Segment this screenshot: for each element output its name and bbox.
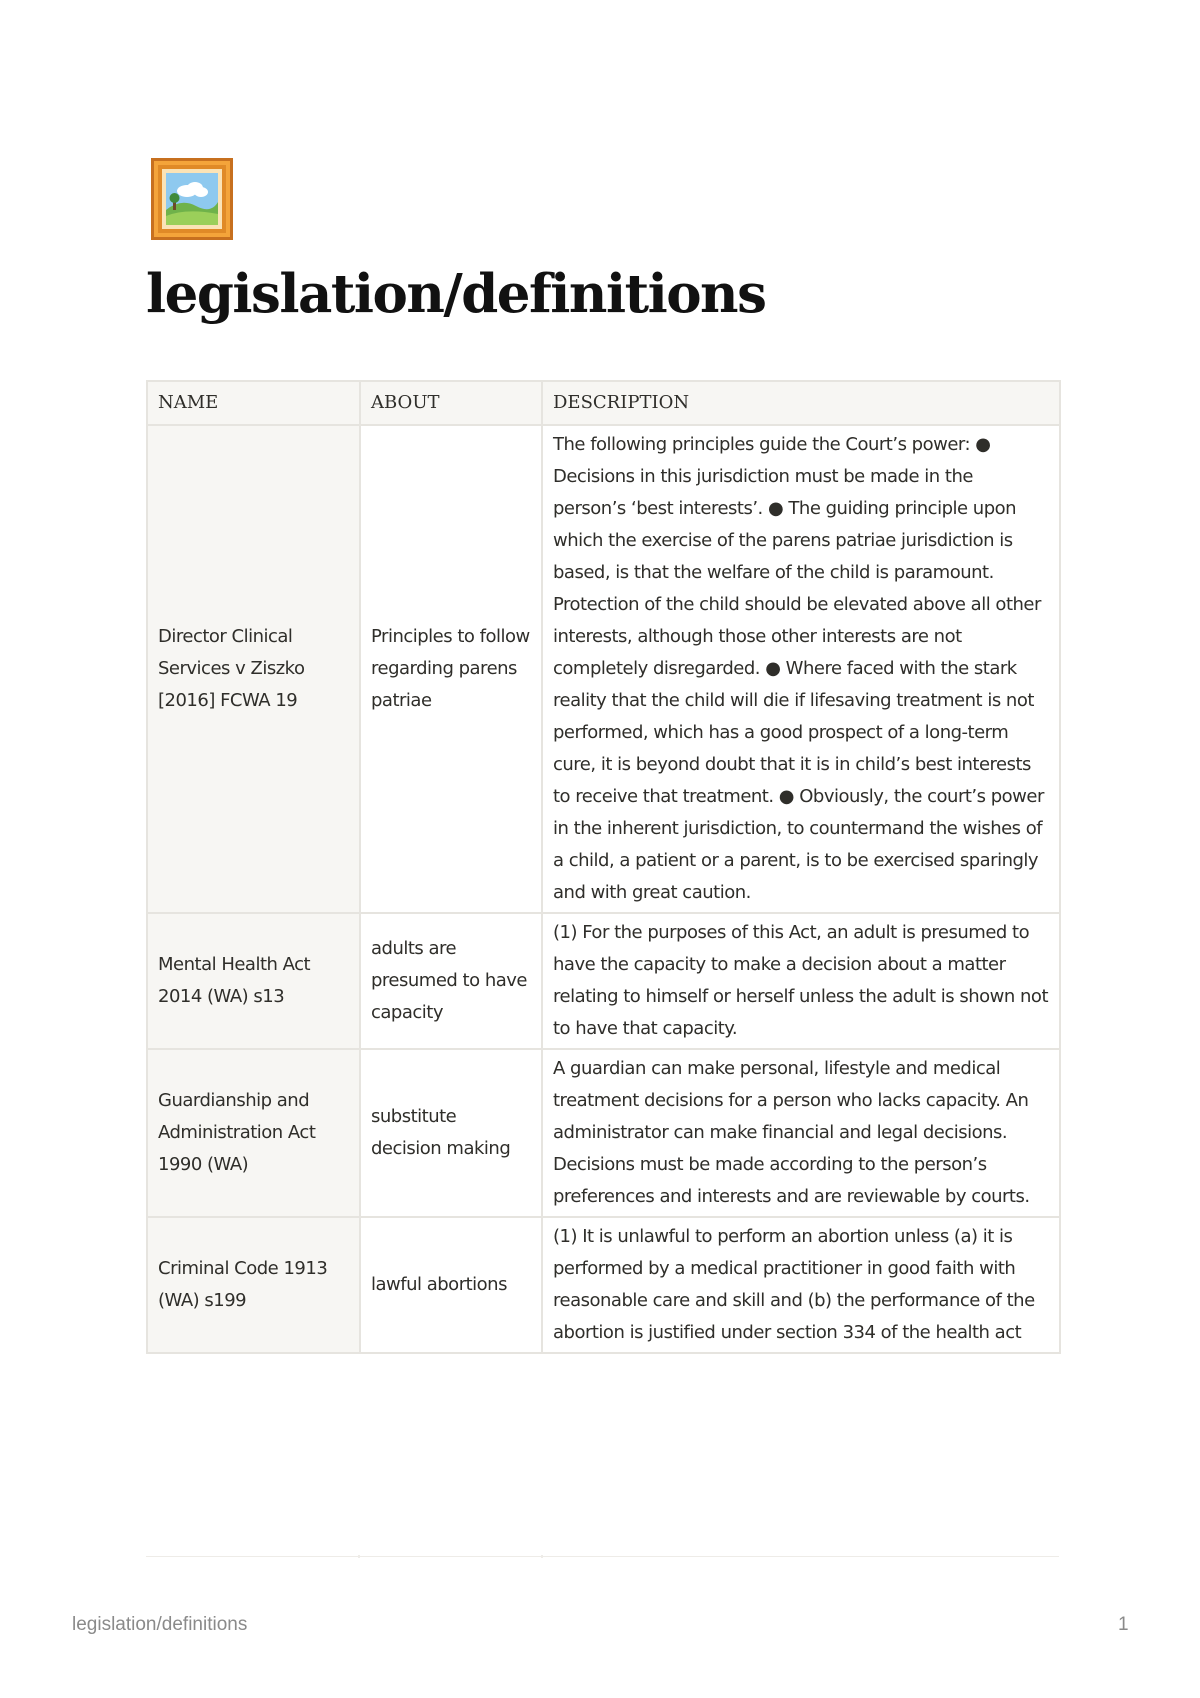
cell-about[interactable]: substitute decision making (360, 1049, 542, 1217)
table-row (147, 1049, 1060, 1217)
table-row (147, 425, 1060, 913)
cell-description[interactable]: The following principles guide the Court’s power: ● Decisions in this jurisdiction must be made in the person’s ‘best interests’. ● The guiding principle upon which the exercise of the parens patriae jurisdiction is based, is that the welfare of the child is paramount. Protection of the child should be elevated above all other interests, although those other interests are not completely disregarded. ● Where faced with the stark reality that the child will die if lifesaving treatment is not performed, which has a good prospect of a long-term cure, it is beyond doubt that it is in child’s best interests to receive that treatment. ● Obviously, the court’s power in the inherent jurisdiction, to countermand the wishes of a child, a patient or a parent, is to be exercised sparingly and with great caution. (542, 425, 1060, 913)
cell-description[interactable]: (1) It is unlawful to perform an abortion unless (a) it is performed by a medical practitioner in good faith with reasonable care and skill and (b) the performance of the abortion is justified under section 334 of the health act (542, 1217, 1060, 1353)
table-footer-divider (146, 1556, 1059, 1557)
column-header-name[interactable]: NAME (147, 381, 360, 425)
column-header-description[interactable]: DESCRIPTION (542, 381, 1060, 425)
table-row (147, 913, 1060, 1049)
cell-about[interactable]: lawful abortions (360, 1217, 542, 1353)
table-row (147, 1217, 1060, 1353)
footer-title: legislation/definitions (72, 1614, 248, 1635)
page-title: legislation/definitions (146, 263, 766, 325)
cell-description[interactable]: A guardian can make personal, lifestyle and medical treatment decisions for a person who lacks capacity. An administrator can make financial and legal decisions. Decisions must be made according to the person’s preferences and interests and are reviewable by courts. (542, 1049, 1060, 1217)
cell-about[interactable]: adults are presumed to have capacity (360, 913, 542, 1049)
table-header-row (147, 381, 1060, 425)
column-header-about[interactable]: ABOUT (360, 381, 542, 425)
divider-tick (541, 1555, 543, 1558)
cell-name[interactable]: Guardianship and Administration Act 1990 (WA) (147, 1049, 360, 1217)
cell-name[interactable]: Criminal Code 1913 (WA) s199 (147, 1217, 360, 1353)
cell-about[interactable]: Principles to follow regarding parens patriae (360, 425, 542, 913)
framed-picture-icon (151, 158, 233, 240)
cell-name[interactable]: Director Clinical Services v Ziszko [2016] FCWA 19 (147, 425, 360, 913)
footer-page-number: 1 (1118, 1614, 1129, 1635)
database-table (146, 380, 1061, 1354)
cell-name[interactable]: Mental Health Act 2014 (WA) s13 (147, 913, 360, 1049)
divider-tick (358, 1555, 360, 1558)
cell-description[interactable]: (1) For the purposes of this Act, an adult is presumed to have the capacity to make a decision about a matter relating to himself or herself unless the adult is shown not to have that capacity. (542, 913, 1060, 1049)
